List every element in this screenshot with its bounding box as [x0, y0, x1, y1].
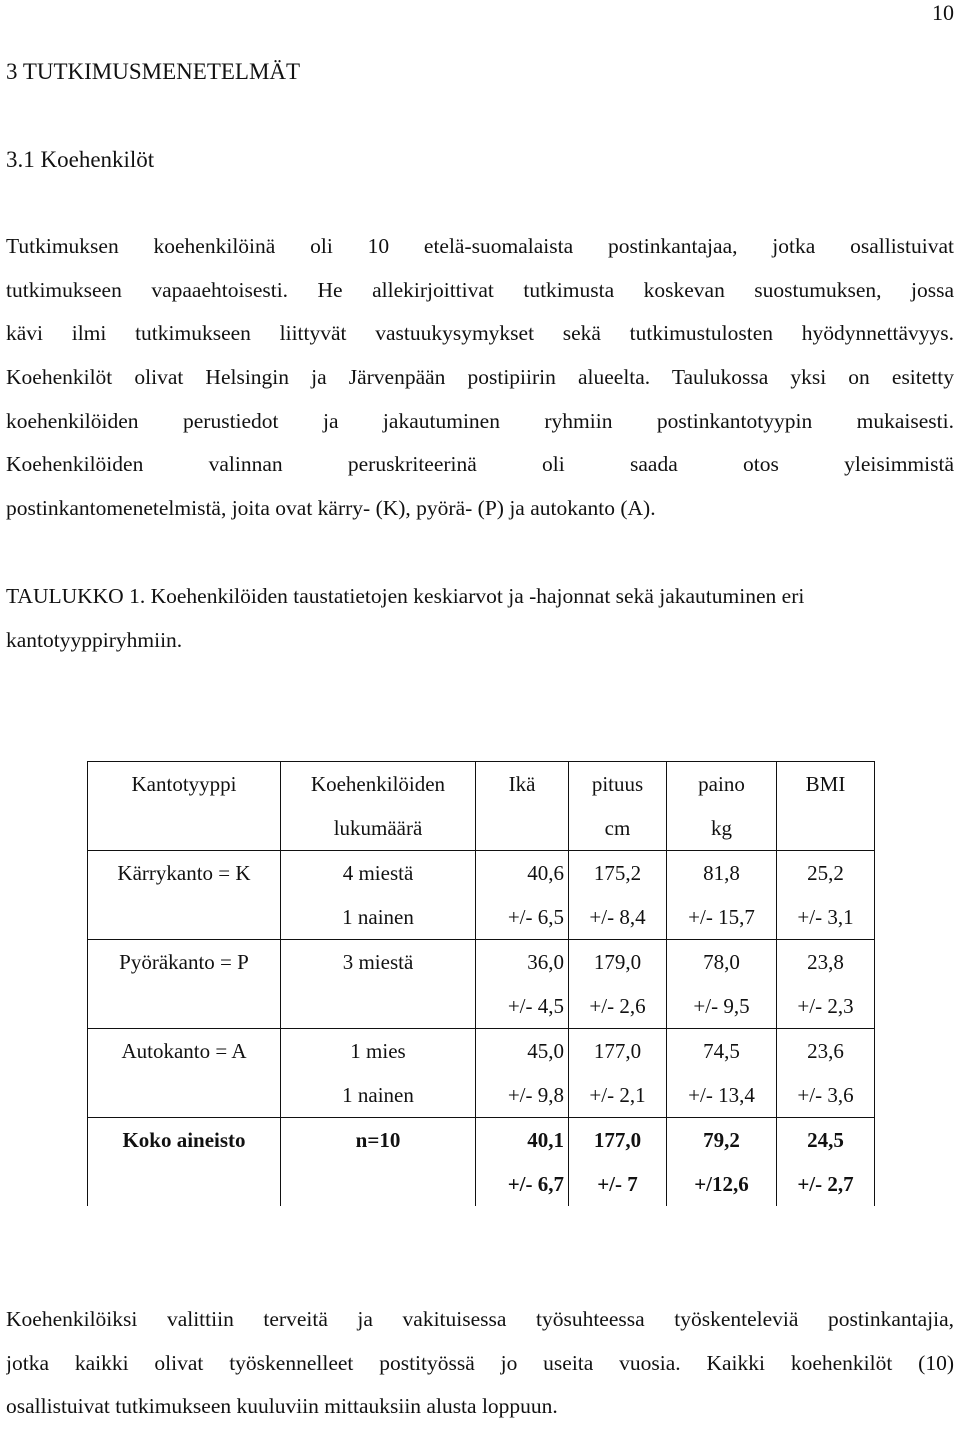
row-weight: 74,5 [667, 1029, 777, 1074]
paragraph-line: Koehenkilöt olivat Helsingin ja Järvenpään postipiirin alueelta. Taulukossa yksi on esitetty [6, 365, 954, 390]
row-age-sd: +/- 6,5 [476, 895, 569, 940]
intro-paragraph [6, 225, 954, 531]
caption-line: kantotyyppiryhmiin. [6, 627, 183, 652]
row-height-sd: +/- 2,1 [569, 1073, 667, 1118]
row-bmi: 23,8 [777, 940, 875, 985]
subsection-heading: 3.1 Koehenkilöt [6, 147, 155, 172]
row-count: 3 miestä [281, 940, 476, 985]
row-bmi: 25,2 [777, 851, 875, 896]
closing-paragraph [6, 1298, 954, 1429]
data-table [87, 761, 875, 1206]
header-cell: kg [667, 806, 777, 851]
caption-line: TAULUKKO 1. Koehenkilöiden taustatietojen keskiarvot ja -hajonnat sekä jakautuminen eri [6, 584, 805, 608]
header-cell: pituus [569, 762, 667, 807]
row-age: 36,0 [476, 940, 569, 985]
page-number: 10 [932, 0, 954, 25]
header-cell: Kantotyyppi [88, 762, 281, 807]
row-weight-sd: +/- 15,7 [667, 895, 777, 940]
row-weight-sd: +/- 9,5 [667, 984, 777, 1029]
row-height: 177,0 [569, 1029, 667, 1074]
row-weight: 81,8 [667, 851, 777, 896]
row-height: 175,2 [569, 851, 667, 896]
table-caption [6, 575, 954, 662]
total-weight: 79,2 [667, 1118, 777, 1163]
total-bmi-sd: +/- 2,7 [777, 1162, 875, 1206]
row-age-sd: +/- 4,5 [476, 984, 569, 1029]
header-cell [476, 806, 569, 851]
row-type: Pyöräkanto = P [88, 940, 281, 985]
header-cell: paino [667, 762, 777, 807]
total-count: n=10 [281, 1118, 476, 1163]
header-cell: Koehenkilöiden [281, 762, 476, 807]
row-count: 1 mies [281, 1029, 476, 1074]
row-height-sd: +/- 2,6 [569, 984, 667, 1029]
row-type: Kärrykanto = K [88, 851, 281, 896]
total-bmi: 24,5 [777, 1118, 875, 1163]
total-height-sd: +/- 7 [569, 1162, 667, 1206]
empty-cell [281, 1162, 476, 1206]
row-bmi-sd: +/- 2,3 [777, 984, 875, 1029]
row-count: 4 miestä [281, 851, 476, 896]
total-age-sd: +/- 6,7 [476, 1162, 569, 1206]
row-height-sd: +/- 8,4 [569, 895, 667, 940]
header-cell: lukumäärä [281, 806, 476, 851]
header-cell: BMI [777, 762, 875, 807]
empty-cell [88, 1162, 281, 1206]
row-count: 1 nainen [281, 895, 476, 940]
row-bmi-sd: +/- 3,6 [777, 1073, 875, 1118]
paragraph-line: postinkantomenetelmistä, joita ovat kärry- (K), pyörä- (P) ja autokanto (A). [6, 496, 656, 521]
paragraph-line: Koehenkilöiden valinnan peruskriteerinä oli saada otos yleisimmistä [6, 452, 954, 477]
row-count: 1 nainen [281, 1073, 476, 1118]
empty-cell [88, 1073, 281, 1118]
paragraph-line: koehenkilöiden perustiedot ja jakautuminen ryhmiin postinkantotyypin mukaisesti. [6, 408, 954, 433]
paragraph-line: osallistuivat tutkimukseen kuuluviin mittauksiin alusta loppuun. [6, 1394, 558, 1419]
paragraph-line: kävi ilmi tutkimukseen liittyvät vastuukysymykset sekä tutkimustulosten hyödynnettävyys. [6, 321, 954, 346]
total-height: 177,0 [569, 1118, 667, 1163]
empty-cell [88, 984, 281, 1029]
row-weight-sd: +/- 13,4 [667, 1073, 777, 1118]
header-cell: Ikä [476, 762, 569, 807]
row-bmi: 23,6 [777, 1029, 875, 1074]
total-row-label: Koko aineisto [88, 1118, 281, 1163]
row-height: 179,0 [569, 940, 667, 985]
empty-cell [88, 895, 281, 940]
row-weight: 78,0 [667, 940, 777, 985]
row-bmi-sd: +/- 3,1 [777, 895, 875, 940]
row-age: 45,0 [476, 1029, 569, 1074]
section-heading: 3 TUTKIMUSMENETELMÄT [6, 59, 301, 84]
total-age: 40,1 [476, 1118, 569, 1163]
header-cell: cm [569, 806, 667, 851]
paragraph-line: jotka kaikki olivat työskennelleet postityössä jo useita vuosia. Kaikki koehenkilöt (10) [6, 1350, 954, 1375]
row-count [281, 984, 476, 1029]
header-cell [777, 806, 875, 851]
paragraph-line: Koehenkilöiksi valittiin terveitä ja vakituisessa työsuhteessa työskenteleviä postinkantajia, [6, 1307, 954, 1331]
paragraph-line: tutkimukseen vapaaehtoisesti. He allekirjoittivat tutkimusta koskevan suostumuksen, jossa [6, 277, 954, 302]
row-age: 40,6 [476, 851, 569, 896]
row-type: Autokanto = A [88, 1029, 281, 1074]
paragraph-line: Tutkimuksen koehenkilöinä oli 10 etelä-suomalaista postinkantajaa, jotka osallistuivat [6, 234, 954, 258]
total-weight-sd: +/12,6 [667, 1162, 777, 1206]
header-cell [88, 806, 281, 851]
row-age-sd: +/- 9,8 [476, 1073, 569, 1118]
